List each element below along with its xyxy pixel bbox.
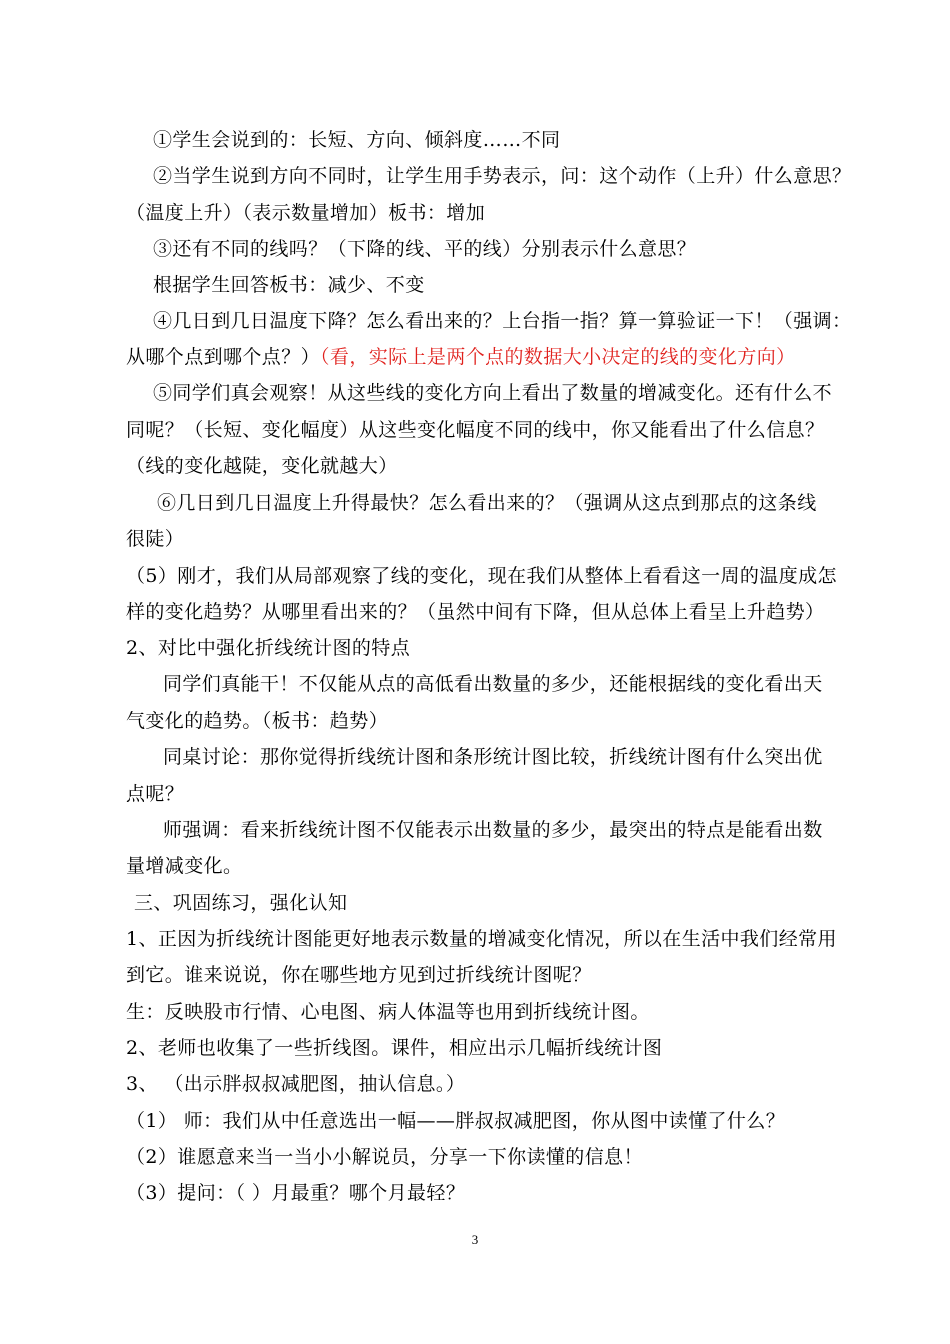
section-heading: 2、对比中强化折线统计图的特点 [126,637,411,659]
section-heading: 三、巩固练习，强化认知 [134,892,348,914]
text-line: 气变化的趋势。（板书：趋势） [126,710,389,732]
text-line: 样的变化趋势？从哪里看出来的？（虽然中间有下降，但从总体上看呈上升趋势） [126,601,825,623]
text-line: （2）谁愿意来当一当小小解说员，分享一下你读懂的信息！ [126,1146,643,1168]
text-line: ⑥几日到几日温度上升得最快？怎么看出来的？（强调从这点到那点的这条线 [157,492,817,514]
text-line: 点呢？ [126,783,185,805]
text-line: 2、老师也收集了一些折线图。课件，相应出示几幅折线统计图 [126,1037,663,1059]
text-line: 生：反映股市行情、心电图、病人体温等也用到折线统计图。 [126,1001,650,1023]
text-line: （1） 师：我们从中任意选出一幅——胖叔叔减肥图，你从图中读懂了什么？ [126,1110,786,1132]
page-number: 3 [471,1232,479,1247]
text-line: （3）提问：（ ）月最重？哪个月最轻？ [126,1182,466,1204]
highlighted-note: （看，实际上是两个点的数据大小决定的线的变化方向） [320,346,796,368]
text-line: ④几日到几日温度下降？怎么看出来的？上台指一指？算一算验证一下！（强调： [153,310,852,332]
text-line: 到它。谁来说说，你在哪些地方见到过折线统计图呢？ [126,964,592,986]
text-line: ②当学生说到方向不同时，让学生用手势表示，问：这个动作（上升）什么意思？ [153,165,852,187]
text-line: 同呢？（长短、变化幅度）从这些变化幅度不同的线中，你又能看出了什么信息？ [126,419,825,441]
text-line: ①学生会说到的：长短、方向、倾斜度……不同 [153,129,561,151]
text-line: （5）刚才，我们从局部观察了线的变化，现在我们从整体上看看这一周的温度成怎 [126,565,837,587]
text-line: 同桌讨论：那你觉得折线统计图和条形统计图比较，折线统计图有什么突出优 [163,746,823,768]
text-line: 1、正因为折线统计图能更好地表示数量的增减变化情况，所以在生活中我们经常用 [126,928,837,950]
text-line: ⑤同学们真会观察！从这些线的变化方向上看出了数量的增减变化。还有什么不 [153,382,833,404]
text-line: 量增减变化。 [126,855,243,877]
text-line: ③还有不同的线吗？（下降的线、平的线）分别表示什么意思？ [153,238,697,260]
text-line: 同学们真能干！不仅能从点的高低看出数量的多少，还能根据线的变化看出天 [163,673,823,695]
text-line: 根据学生回答板书：减少、不变 [153,274,425,296]
text-line: （线的变化越陡，变化就越大） [126,455,398,477]
text-line: （温度上升）（表示数量增加）板书：增加 [126,202,486,224]
text-line: 很陡） [126,528,185,550]
text-line: 师强调：看来折线统计图不仅能表示出数量的多少，最突出的特点是能看出数 [163,819,823,841]
text-line [126,345,796,369]
text-line: 3、 （出示胖叔叔减肥图，抽认信息。） [126,1073,466,1095]
text-segment: 从哪个点到哪个点？） [126,346,321,368]
